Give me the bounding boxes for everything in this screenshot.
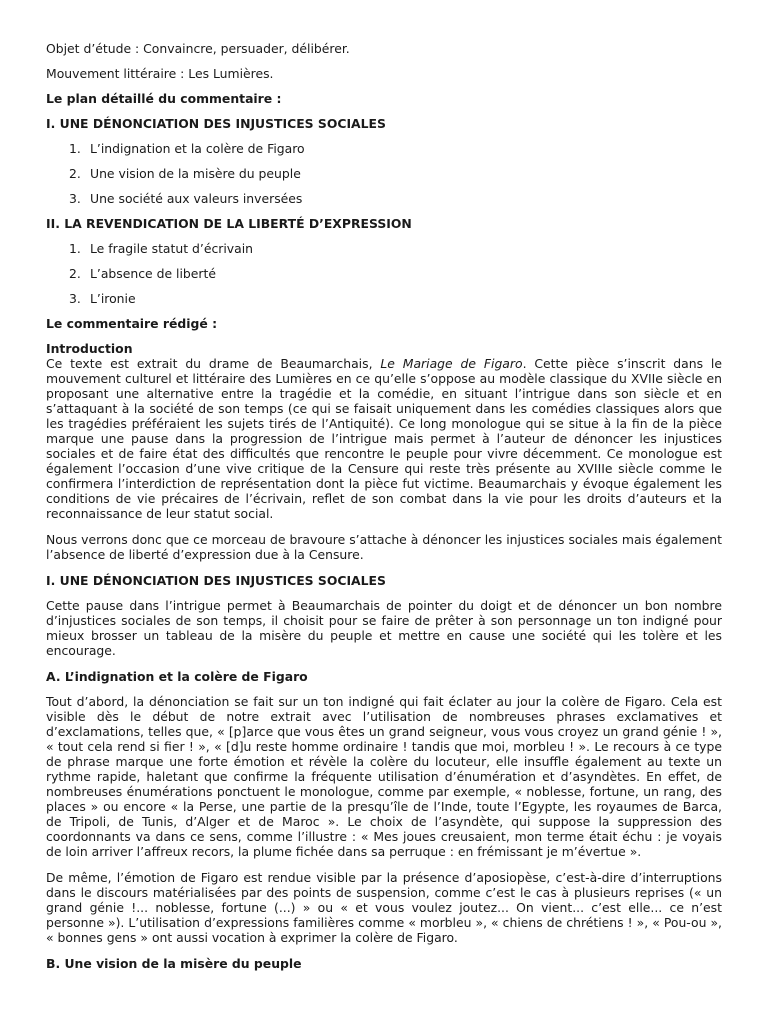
introduction-heading: Introduction [46,341,133,356]
plan-title: Le plan détaillé du commentaire : [46,91,282,106]
list-item [46,166,722,181]
section1-paragraph: Cette pause dans l’intrigue permet à Beaumarchais de pointer du doigt et de dénoncer un bon nombre d’injustices sociales de son temps, il choisit pour se faire de prêter à son personnage un ton indigné pour mieux brosser un tableau de la misère du peuple et mettre en cause une société qui les tolère et les encourage. [46,598,722,658]
list-item-number: 2. [69,166,81,181]
list-item [46,191,722,206]
plan-part1-title: I. UNE DÉNONCIATION DES INJUSTICES SOCIALES [46,116,386,131]
work-title: Le Mariage de Figaro [380,356,523,371]
list-item-label: Une vision de la misère du peuple [90,166,301,181]
list-item-number: 2. [69,266,81,281]
list-item-number: 1. [69,141,81,156]
intro-text-part-b: . Cette pièce s’inscrit dans le mouvement culturel et littéraire des Lumières en ce qu’elle s’oppose au modèle classique du XVIIe siècle en proposant une alternative entre la tragédie et la comédie, en situant l’intrigue dans son siècle et en s’attaquant à la société de son temps (ce qui se faisait uniquement dans les comédies classiques alors que les tragédies préféraient les sujets tirés de l’Antiquité). Ce long monologue qui se situe à la fin de la pièce marque une pause dans la progression de l’intrigue mais permet à l’auteur de dénoncer les injustices sociales et de faire état des difficultés que rencontre le peuple pour vivre décemment. Ce monologue est également l’occasion d’une vive critique de la Censure qui reste très présente au XVIIIe siècle comme le confirmera l’interdiction de représentation dont la pièce fut victime. Beaumarchais y évoque également les conditions de vie précaires de l’écrivain, reflet de son combat dans la vie pour les droits d’auteurs et la reconnaissance de leur statut social. [46,356,722,521]
plan-part2-list [46,241,722,306]
list-item [46,241,722,256]
subsection-a-paragraph-2: De même, l’émotion de Figaro est rendue visible par la présence d’aposiopèse, c’est-à-dire d’interruptions dans le discours matérialisées par des points de suspension, comme c’est le cas à plusieurs reprises (« un grand génie !... noblesse, fortune (...) » ou « et vous voulez joutez... On vient... c’est elle... ce n’est personne »). L’utilisation d’expressions familières comme « morbleu », « chiens de chrétiens ! », « Pou-ou », « bonnes gens » ont aussi vocation à exprimer la colère de Figaro. [46,870,722,945]
list-item-number: 3. [69,291,81,306]
introduction-paragraph-2: Nous verrons donc que ce morceau de bravoure s’attache à dénoncer les injustices sociales mais également l’absence de liberté d’expression due à la Censure. [46,532,722,562]
list-item-label: Une société aux valeurs inversées [90,191,303,206]
list-item-label: L’ironie [90,291,136,306]
list-item [46,291,722,306]
intro-text-part-a: Ce texte est extrait du drame de Beaumarchais, [46,356,381,371]
section1-heading: I. UNE DÉNONCIATION DES INJUSTICES SOCIALES [46,573,386,588]
introduction-paragraph-1 [46,356,722,521]
literary-movement-line: Mouvement littéraire : Les Lumières. [46,66,274,81]
list-item [46,266,722,281]
subsection-b-heading: B. Une vision de la misère du peuple [46,956,302,971]
subsection-a-heading: A. L’indignation et la colère de Figaro [46,669,308,684]
subsection-a-paragraph-1: Tout d’abord, la dénonciation se fait sur un ton indigné qui fait éclater au jour la colère de Figaro. Cela est visible dès le début de notre extrait avec l’utilisation de nombreuses phrases exclamatives et d’exclamations, telles que, « [p]arce que vous êtes un grand seigneur, vous vous croyez un grand génie ! », « tout cela rend si fier ! », « [d]u reste homme ordinaire ! tandis que moi, morbleu ! ». Le recours à ce type de phrase marque une forte émotion et révèle la colère du locuteur, elle insuffle également au texte un rythme rapide, haletant que confirme la fréquente utilisation d’énumération et d’asyndètes. En effet, de nombreuses énumérations ponctuent le monologue, comme par exemple, « noblesse, fortune, un rang, des places » ou encore « la Perse, une partie de la presqu’île de l’Inde, toute l’Egypte, les royaumes de Barca, de Tripoli, de Tunis, d’Alger et de Maroc ». Le choix de l’asyndète, qui suppose la suppression des coordonnants va dans ce sens, comme l’illustre : « Mes joues creusaient, mon terme était échu : je voyais de loin arriver l’affreux recors, la plume fichée dans sa perruque : en frémissant je m’évertue ». [46,694,722,859]
list-item-label: L’indignation et la colère de Figaro [90,141,305,156]
list-item-label: Le fragile statut d’écrivain [90,241,254,256]
plan-part2-title: II. LA REVENDICATION DE LA LIBERTÉ D’EXPRESSION [46,216,412,231]
list-item-number: 1. [69,241,81,256]
list-item [46,141,722,156]
commentary-title: Le commentaire rédigé : [46,316,218,331]
list-item-number: 3. [69,191,81,206]
list-item-label: L’absence de liberté [90,266,216,281]
study-object-line: Objet d’étude : Convaincre, persuader, délibérer. [46,41,350,56]
plan-part1-list [46,141,722,206]
